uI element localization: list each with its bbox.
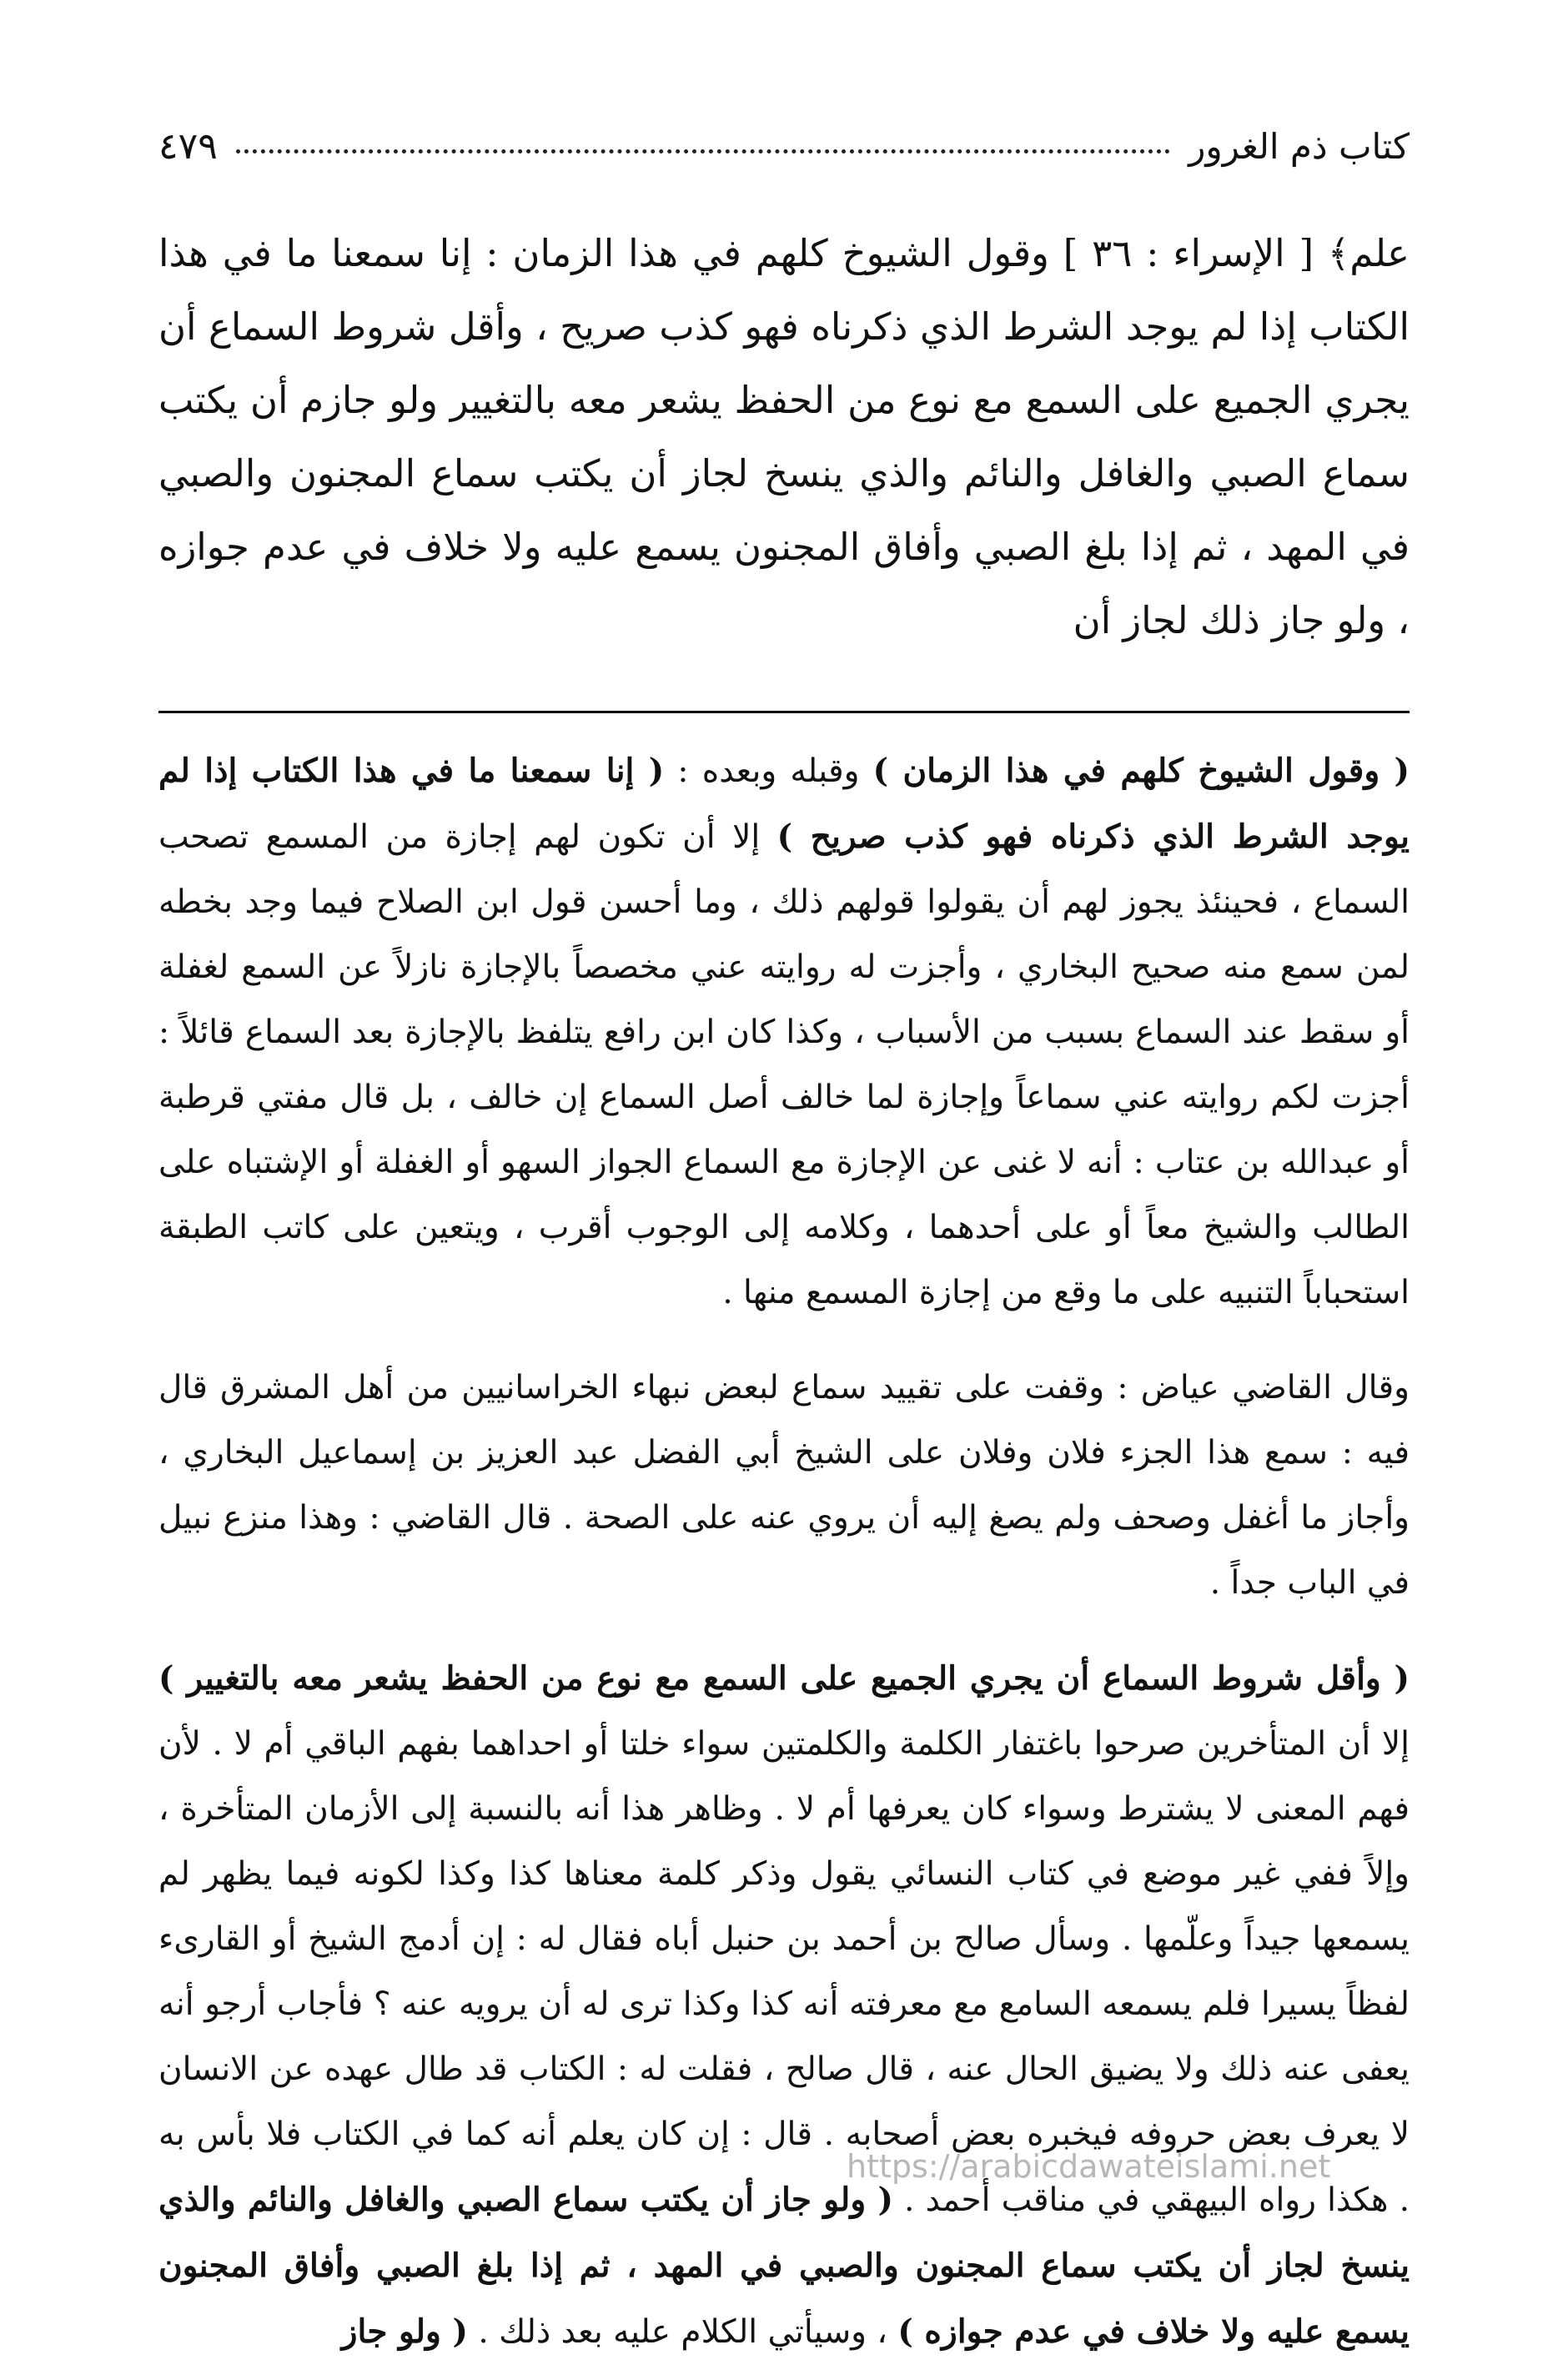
footnote-separator [158, 711, 1410, 713]
commentary-text: إلا أن المتأخرين صرحوا باغتفار الكلمة والكلمتين سواء خلتا أو احداهما بفهم الباقي أم لا . لأن فهم المعنى لا يشترط وسواء كان يعرفها أم لا . وظاهر هذا أنه بالنسبة إلى الأزمان المتأخرة ، وإلاً ففي غير موضع في كتاب النسائي يقول وذكر كلمة معناها كذا وكذا لكونه فيما يظهر لم يسمعها جيداً وعلّمها . وسأل صالح بن أحمد بن حنبل أباه فقال له : إن أدمج الشيخ أو القارىء لفظاً يسيرا فلم يسمعه السامع مع معرفته أنه كذا وكذا ترى له أن يرويه عنه ؟ فأجاب أرجو أنه يعفى عنه ذلك ولا يضيق الحال عنه ، قال صالح ، فقلت له : الكتاب قد طال عهده عن الانسان لا يعرف بعض حروفه فيخبره بعض أصحابه . قال : إن كان يعلم أنه كما في الكتاب فلا بأس به . هكذا رواه البيهقي في مناقب أحمد . [158, 1725, 1410, 2219]
book-title: كتاب ذم الغرور [1189, 126, 1410, 167]
quoted-text: ( وأقل شروط السماع أن يجري الجميع على السمع مع نوع من الحفظ يشعر معه بالتغيير ) [158, 1659, 1410, 1698]
main-text: علم﴾ [ الإسراء : ٣٦ ] وقول الشيوخ كلهم في هذا الزمان : إنا سمعنا ما في هذا الكتاب إذا لم يوجد الشرط الذي ذكرناه فهو كذب صريح ، وأقل شروط السماع أن يجري الجميع على السمع مع نوع من الحفظ يشعر معه بالتغيير ولو جازم أن يكتب سماع الصبي والغافل والنائم والذي ينسخ لجاز أن يكتب سماع المجنون والصبي في المهد ، ثم إذا بلغ الصبي وأفاق المجنون يسمع عليه ولا خلاف في عدم جوازه ، ولو جاز ذلك لجاز أن [158, 231, 1410, 642]
header-dot-leader [236, 149, 1170, 153]
quoted-text: ( وقول الشيوخ كلهم في هذا الزمان ) [872, 752, 1410, 790]
book-page [158, 125, 1410, 2351]
commentary-text: وقبله وبعده : [664, 752, 873, 790]
commentary-text: إلا أن تكون لهم إجازة من المسمع تصحب السماع ، فحينئذ يجوز لهم أن يقولوا قولهم ذلك ، وما أحسن قول ابن الصلاح فيما وجد بخطه لمن سمع منه صحيح البخاري ، وأجزت له روايته عني مخصصاً بالإجازة نازلاً عن السمع لغفلة أو سقط عند السماع بسبب من الأسباب ، وكذا كان ابن رافع يتلفظ بالإجازة بعد السماع قائلاً : أجزت لكم روايته عني سماعاً وإجازة لما خالف أصل السماع إن خالف ، بل قال مفتي قرطبة أو عبدالله بن عتاب : أنه لا غنى عن الإجازة مع السماع الجواز السهو أو الغفلة أو الإشتباه على الطالب والشيخ معاً أو على أحدهما ، وكلامه إلى الوجوب أقرب ، ويتعين على كاتب الطبقة استحباباً التنبيه على ما وقع من إجازة المسمع منها . [158, 818, 1410, 1311]
quoted-text: ( إنا سمعنا ما في هذا الكتاب إذا لم يوجد الشرط الذي ذكرناه فهو كذب صريح ) [158, 752, 1410, 856]
quoted-text: ( ولو جاز أن يكتب سماع الصبي والغافل والنائم والذي ينسخ لجاز أن يكتب سماع المجنون والصبي في المهد ، ثم إذا بلغ الصبي وأفاق المجنون يسمع عليه ولا خلاف في عدم جوازه ) [158, 2181, 1410, 2351]
watermark-url: https://arabicdawateislami.net [847, 2148, 1331, 2185]
commentary-paragraph-3 [158, 1646, 1410, 2365]
quoted-text: ( ولو جاز [341, 2312, 468, 2351]
page-number: ٤٧٩ [158, 125, 218, 168]
commentary-text: ، وسيأتي الكلام عليه بعد ذلك . [467, 2313, 898, 2351]
commentary-paragraph-2: وقال القاضي عياض : وقفت على تقييد سماع لبعض نبهاء الخراسانيين من أهل المشرق قال فيه : سمع هذا الجزء فلان وفلان على الشيخ أبي الفضل عبد العزيز بن إسماعيل البخاري ، وأجاز ما أغفل وصحف ولم يصغ إليه أن يروي عنه على الصحة . قال القاضي : وهذا منزع نبيل في الباب جداً . [158, 1369, 1410, 1602]
running-header [158, 125, 1410, 184]
commentary-paragraph-1 [158, 738, 1410, 1326]
